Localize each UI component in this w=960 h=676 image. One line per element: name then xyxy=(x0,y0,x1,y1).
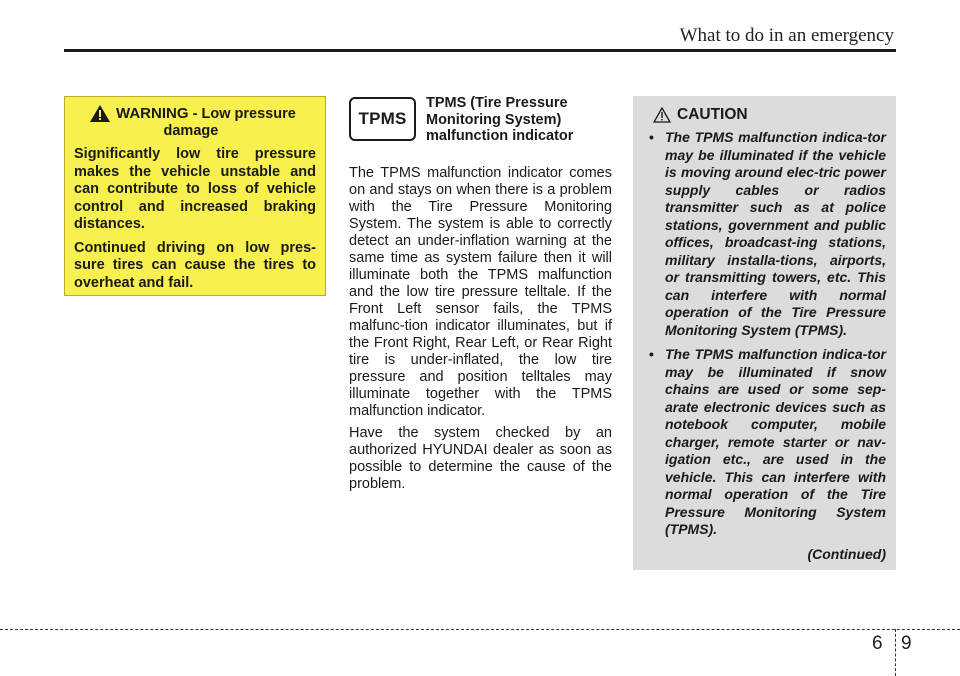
tpms-heading-line: TPMS (Tire Pressure xyxy=(426,95,568,111)
caution-item-text: The TPMS malfunction indica-tor may be illuminated if snow chains are used or some sep-arate electronic devices such as notebook computer, mobile charger, remote starter or nav-igation etc., are used in the vehicle. This can interfere with normal operation of the Tire Pressure Monitoring System (TPMS). xyxy=(665,346,886,537)
caution-triangle-icon xyxy=(653,107,671,123)
tpms-body xyxy=(349,165,612,498)
header-rule xyxy=(64,49,896,52)
body-paragraph: The TPMS malfunction indicator comes on and stays on when there is a problem with the Tire Pressure Monitoring System. The system is able to correctly detect an under-inflation warning at the same time as system failure then it will illuminate both the TPMS malfunction and the low tire pressure telltale. If the Front Left sensor fails, the TPMS malfunc-tion indicator illuminates, but if the Front Right, Rear Left, or Rear Right tire is under-inflated, the low tire pressure and position telltales may illuminate together with the TPMS malfunction indicator. xyxy=(349,165,612,419)
footer-rule xyxy=(0,629,960,630)
caution-item xyxy=(643,129,886,339)
warning-paragraph: Continued driving on low pres-sure tires can cause the tires to overheat and fail. xyxy=(74,239,316,291)
tpms-heading xyxy=(426,95,616,145)
chapter-number: 6 xyxy=(872,633,883,654)
page-number: 9 xyxy=(901,633,912,654)
warning-triangle-icon xyxy=(90,105,110,122)
warning-heading xyxy=(74,105,316,140)
caution-item-text: The TPMS malfunction indica-tor may be illuminated if the vehicle is moving around elec-tric power supply cables or radios transmitter such as at police stations, government and public offices, broadcast-ing stations, military installa-tions, airports, or transmitting towers, etc. This can interfere with normal operation of the Tire Pressure Monitoring System (TPMS). xyxy=(665,129,886,338)
caution-heading xyxy=(653,106,886,124)
warning-subtitle-line1: - Low pressure xyxy=(192,106,296,122)
warning-label: WARNING xyxy=(116,105,189,122)
caution-box xyxy=(633,96,896,570)
tpms-heading-line: Monitoring System) xyxy=(426,111,562,128)
warning-paragraph: Significantly low tire pressure makes the vehicle unstable and can contribute to loss of vehicle control and increased braking distances. xyxy=(74,146,316,232)
footer-divider xyxy=(895,629,896,676)
tpms-indicator-icon: TPMS xyxy=(349,97,416,141)
warning-box xyxy=(64,96,326,296)
body-paragraph: Have the system checked by an authorized HYUNDAI dealer as soon as possible to determine the cause of the problem. xyxy=(349,425,612,492)
caution-label: CAUTION xyxy=(677,106,748,123)
warning-subtitle-line2: damage xyxy=(163,123,219,139)
section-title: What to do in an emergency xyxy=(679,25,894,46)
caution-item xyxy=(643,346,886,539)
tpms-heading-line: malfunction indicator xyxy=(426,128,574,144)
continued-note: (Continued) xyxy=(807,545,886,562)
bullet-icon: • xyxy=(649,346,654,362)
bullet-icon: • xyxy=(649,129,654,145)
caution-list xyxy=(643,129,886,539)
